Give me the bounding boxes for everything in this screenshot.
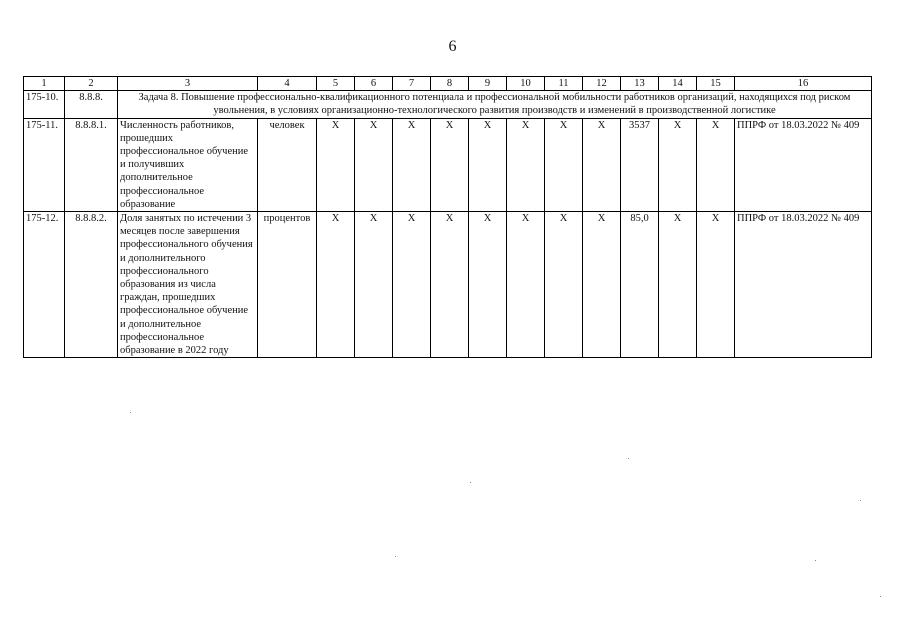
scan-speck [880, 596, 881, 597]
header-cell: 2 [65, 77, 118, 91]
value-cell: X [317, 118, 355, 211]
value-cell: X [469, 212, 507, 358]
row-number: 175-10. [24, 91, 65, 118]
header-cell: 8 [431, 77, 469, 91]
value-cell: X [469, 118, 507, 211]
value-cell: X [393, 212, 431, 358]
header-cell: 11 [545, 77, 583, 91]
value-cell: X [355, 212, 393, 358]
value-cell: X [697, 212, 735, 358]
header-cell: 14 [659, 77, 697, 91]
row-code: 8.8.8. [65, 91, 118, 118]
value-cell: X [697, 118, 735, 211]
task-description: Задача 8. Повышение профессионально-квалификационного потенциала и профессиональной мобильности работников организаций, находящихся под риском увольнения, в условиях организационно-технологического развития производств и изменений в производственной логистике [118, 91, 872, 118]
header-cell: 5 [317, 77, 355, 91]
task-row [24, 91, 872, 118]
row-code: 8.8.8.2. [65, 212, 118, 358]
header-cell: 16 [735, 77, 872, 91]
value-cell: X [507, 212, 545, 358]
page-number: 6 [448, 38, 457, 55]
value-cell: X [355, 118, 393, 211]
indicator-name: Численность работников, прошедших профессиональное обучение и получивших дополнительное профессиональное образование [118, 118, 258, 211]
indicators-table [23, 76, 872, 358]
header-cell: 6 [355, 77, 393, 91]
header-cell: 4 [258, 77, 317, 91]
value-cell: X [583, 118, 621, 211]
table-header-row [24, 77, 872, 91]
basis-cell: ППРФ от 18.03.2022 № 409 [735, 118, 872, 211]
row-number: 175-12. [24, 212, 65, 358]
row-code: 8.8.8.1. [65, 118, 118, 211]
value-cell: X [583, 212, 621, 358]
value-cell: X [431, 118, 469, 211]
value-cell: X [431, 212, 469, 358]
unit-cell: процентов [258, 212, 317, 358]
scan-speck [395, 556, 396, 557]
value-cell: X [659, 212, 697, 358]
header-cell: 13 [621, 77, 659, 91]
header-cell: 15 [697, 77, 735, 91]
header-cell: 9 [469, 77, 507, 91]
scan-speck [470, 482, 471, 483]
table-row [24, 118, 872, 211]
scan-speck [130, 412, 131, 413]
scan-speck [815, 560, 816, 561]
value-cell: 85,0 [621, 212, 659, 358]
value-cell: X [659, 118, 697, 211]
scan-speck [860, 500, 861, 501]
scan-speck [628, 458, 629, 459]
table-row [24, 212, 872, 358]
value-cell: 3537 [621, 118, 659, 211]
header-cell: 1 [24, 77, 65, 91]
value-cell: X [507, 118, 545, 211]
header-cell: 10 [507, 77, 545, 91]
header-cell: 3 [118, 77, 258, 91]
value-cell: X [545, 118, 583, 211]
header-cell: 12 [583, 77, 621, 91]
indicator-name: Доля занятых по истечении 3 месяцев после завершения профессионального обучения и дополнительного профессионального образования из числа граждан, прошедших профессиональное обучение и дополнительное профессиональное образование в 2022 году [118, 212, 258, 358]
value-cell: X [393, 118, 431, 211]
unit-cell: человек [258, 118, 317, 211]
basis-cell: ППРФ от 18.03.2022 № 409 [735, 212, 872, 358]
header-cell: 7 [393, 77, 431, 91]
value-cell: X [545, 212, 583, 358]
value-cell: X [317, 212, 355, 358]
row-number: 175-11. [24, 118, 65, 211]
